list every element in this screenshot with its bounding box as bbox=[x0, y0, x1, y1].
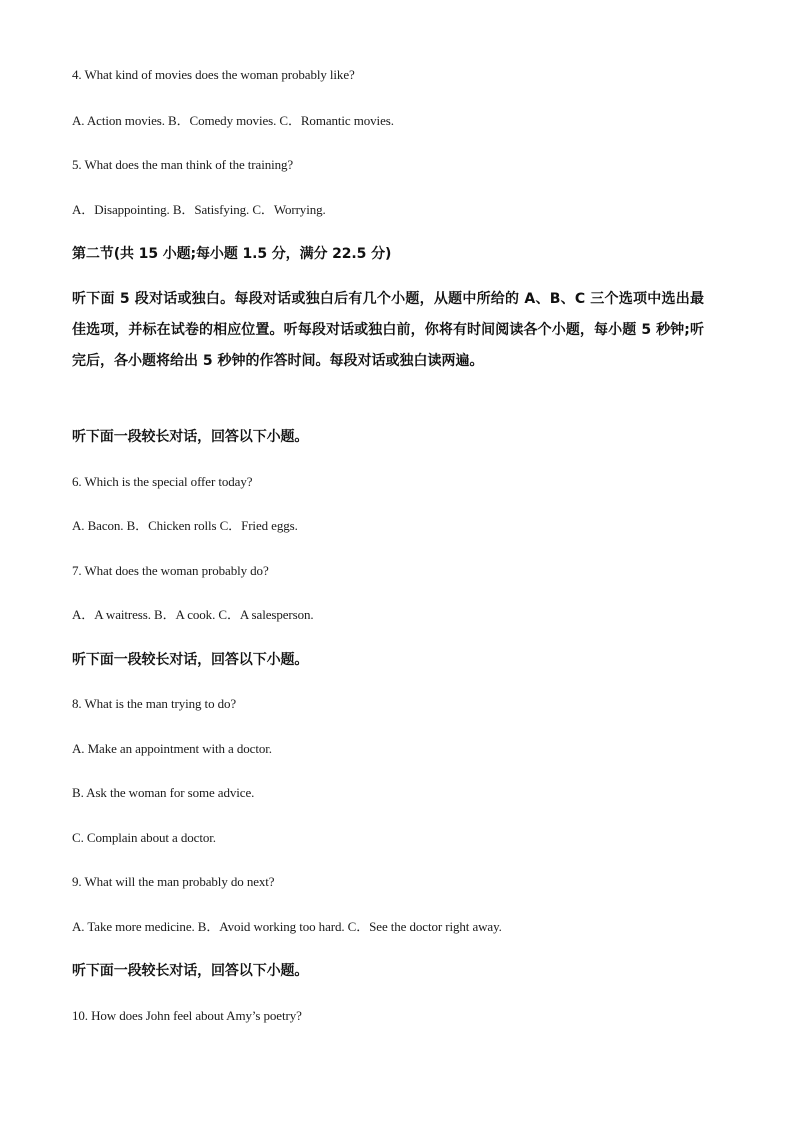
question-8-option-c: C. Complain about a doctor. bbox=[72, 830, 216, 845]
question-4-options: A. Action movies. B．Comedy movies. C．Romantic movies. bbox=[72, 113, 394, 128]
question-8-option-b: B. Ask the woman for some advice. bbox=[72, 785, 255, 800]
question-7-options: A．A waitress. B．A cook. C．A salesperson. bbox=[72, 607, 314, 622]
dialogue-heading-3: 听下面一段较长对话，回答以下小题。 bbox=[72, 963, 309, 979]
question-9: 9. What will the man probably do next? bbox=[72, 874, 275, 889]
question-9-options: A. Take more medicine. B．Avoid working too hard. C．See the doctor right away. bbox=[72, 919, 502, 934]
question-8: 8. What is the man trying to do? bbox=[72, 696, 237, 711]
question-4: 4. What kind of movies does the woman probably like? bbox=[72, 67, 355, 82]
dialogue-heading-1: 听下面一段较长对话，回答以下小题。 bbox=[72, 429, 309, 445]
question-7: 7. What does the woman probably do? bbox=[72, 563, 269, 578]
section-2-instructions: 听下面 5 段对话或独白。每段对话或独白后有几个小题，从题中所给的 A、B、C 三个选项中选出最佳选项，并标在试卷的相应位置。听每段对话或独白前，你将有时间阅读各个小题，每小题 5 秒钟;听完后，各小题将给出 5 秒钟的作答时间。每段对话或独白读两遍。 bbox=[72, 291, 704, 369]
question-10: 10. How does John feel about Amy’s poetry? bbox=[72, 1008, 302, 1023]
question-6: 6. Which is the special offer today? bbox=[72, 474, 253, 489]
question-8-option-a: A. Make an appointment with a doctor. bbox=[72, 741, 272, 756]
question-5: 5. What does the man think of the training? bbox=[72, 157, 294, 172]
dialogue-heading-2: 听下面一段较长对话，回答以下小题。 bbox=[72, 652, 309, 668]
question-5-options: A．Disappointing. B．Satisfying. C．Worrying. bbox=[72, 202, 326, 217]
section-2-heading: 第二节(共 15 小题;每小题 1.5 分，满分 22.5 分) bbox=[72, 246, 392, 262]
question-6-options: A. Bacon. B．Chicken rolls C．Fried eggs. bbox=[72, 518, 298, 533]
